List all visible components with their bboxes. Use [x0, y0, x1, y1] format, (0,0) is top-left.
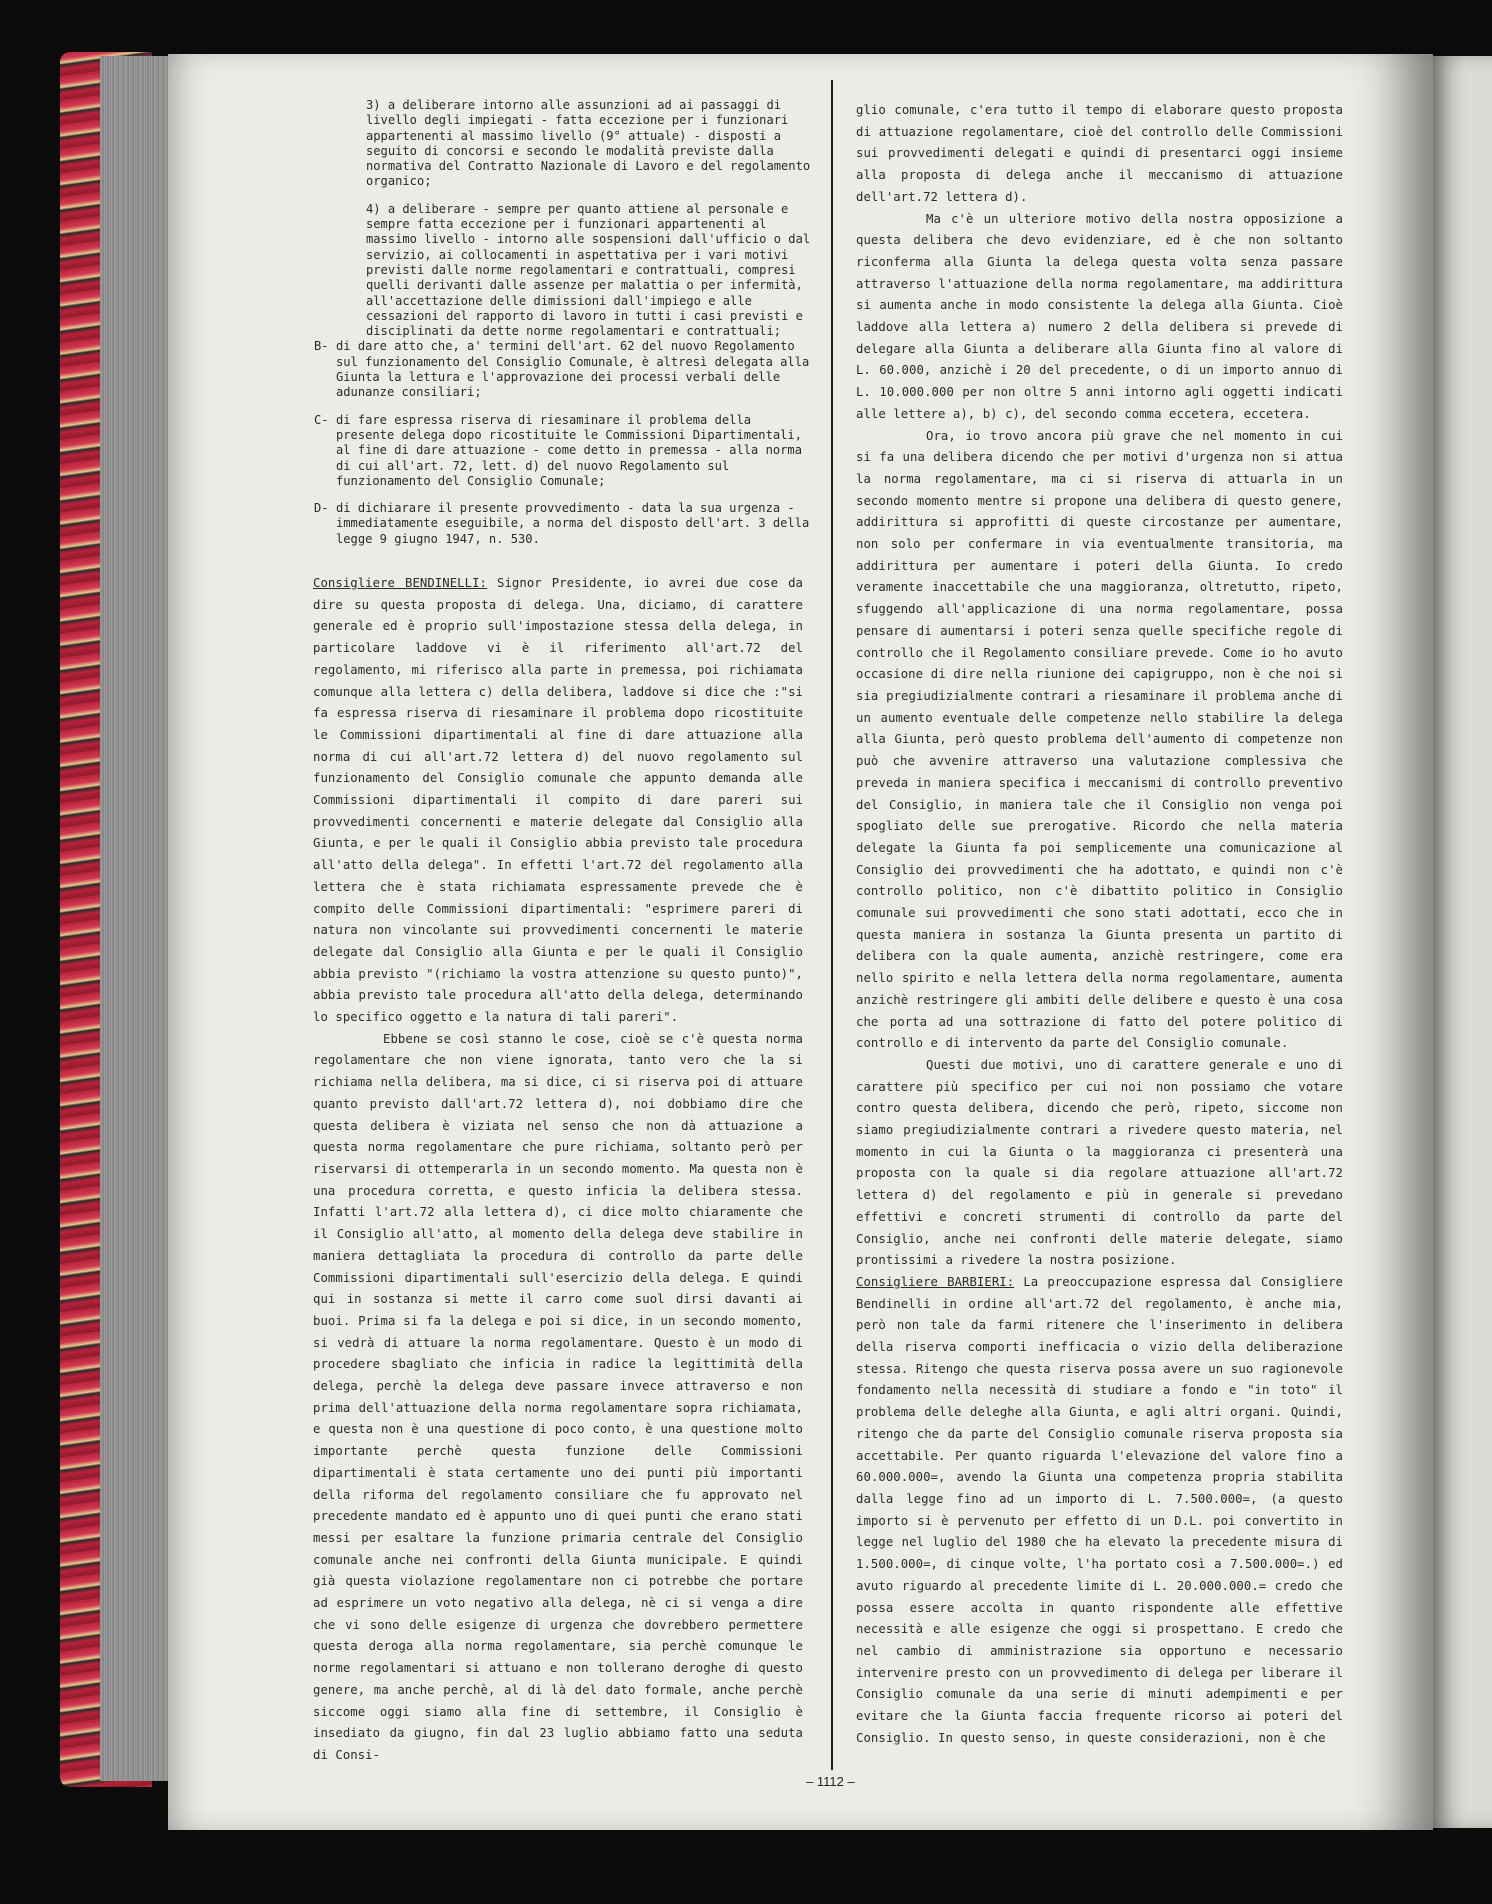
item-d-key: D-	[314, 501, 329, 516]
item-b-text: di dare atto che, a' termini dell'art. 62 del nuovo Regolamento sul funzionamento del Consiglio Comunale, è altresì delegata alla Giunta la lettura e l'approvazione dei processi verbali delle adunanze consiliari;	[336, 339, 810, 400]
bendinelli-paragraph-1	[313, 573, 803, 1029]
bendinelli-paragraph-2: Ebbene se così stanno le cose, cioè se c'è questa norma regolamentare che non viene ignorata, tanto vero che la si richiama nella delibera, ma si dice, ci si riserva poi di attuare quanto previsto dall'art.72 lettera d), noi dobbiamo dire che questa delibera è viziata nel senso che non dà attuazione a questa norma regolamentare che pure richiama, soltanto però per riservarsi di ottemperarla in un secondo momento. Ma questa non è una procedura corretta, e questo inficia la delibera stessa. Infatti l'art.72 alla lettera d), ci dice molto chiaramente che il Consiglio all'atto, al momento della delega deve stabilire in maniera dettagliata la procedura di controllo da parte delle Commissioni dipartimentali sull'esercizio della delega. E quindi qui in sostanza si mette il carro come suol dirsi davanti ai buoi. Prima si fa la delega e poi si dice, in un secondo momento, si vedrà di attuare la norma regolamentare. Questo è un modo di procedere sbagliato che inficia in radice la legittimità della delega, perchè la delega deve passare invece attraverso e non prima dell'attuazione della norma regolamentare sopra richiamata, e questa non è una questione di poco conto, è una questione molto importante perchè questa funzione delle Commissioni dipartimentali è stata certamente uno dei punti più importanti della riforma del regolamento consiliare che fu approvato nel precedente mandato ed è appunto uno di quei punti che erano stati messi per esaltare la funzione primaria centrale del Consiglio comunale anche nei confronti della Giunta municipale. E quindi già questa violazione regolamentare non ci potrebbe che portare ad esprimere un voto negativo alla delega, nè ci si venga a dire che vi sono delle esigenze di urgenza che dovrebbero permettere questa deroga alla norma regolamentare, sia perchè comunque le norme regolamentari si attuano e non tollerano deroghe di questo genere, ma anche perchè, al di là del dato formale, anche perchè siccome oggi siamo alla fine di settembre, il Consiglio è insediato da giugno, fin dal 23 luglio abbiamo fatto una seduta di Consi-	[313, 1031, 803, 1762]
right-paragraph-2: Ma c'è un ulteriore motivo della nostra opposizione a questa delibera che devo evidenziare, ed è che non soltanto riconferma alla Giunta la delega questa volta senza passare attraverso l'attuazione della norma regolamentare, ma addirittura si aumenta anche in modo consistente la delega alla Giunta. Cioè laddove alla lettera a) numero 2 della delibera si prevede di delegare alla Giunta a deliberare alla Giunta fino al valore di L. 60.000, anzichè i 20 del precedente, o di un importo annuo di L. 10.000.000 per non oltre 5 anni intorno agli oggetti indicati alle lettere a), b) c), del secondo comma eccetera, eccetera.	[856, 211, 1343, 421]
bendinelli-text-1: Signor Presidente, io avrei due cose da dire su questa proposta di delega. Una, diciamo, di carattere generale ed è proprio sull'impostazione stessa della delega, in particolare laddove vi è il riferimento all'art.72 del regolamento, mi riferisco alla parte in premessa, poi richiamata comunque alla lettera c) della delibera, laddove si dice che :"si fa espressa riserva di riesaminare il problema dopo ricostituite le Commissioni dipartimentali al fine di dare attuazione alla norma di cui all'art.72 lettera d) del nuovo regolamento sul funzionamento del Consiglio comunale che appunto demanda alle Commissioni dipartimentali il compito di dare pareri sui provvedimenti concernenti e materie delegate dal Consiglio alla Giunta, e per le quali il Consiglio abbia previsto tale procedura all'atto della delega". In effetti l'art.72 del regolamento alla lettera che è stata richiamata espressamente prevede che è compito delle Commissioni dipartimentali: "esprimere pareri di natura non vincolante sui provvedimenti concernenti le materie delegate dal Consiglio alla Giunta e per le quali il Consiglio abbia previsto "(richiamo la vostra attenzione su questo punto)", abbia previsto tale procedura all'atto della delega, determinando lo specifico oggetto e la natura di tali pareri".	[313, 576, 803, 1025]
item-c	[314, 413, 816, 489]
right-paragraph-3: Ora, io trovo ancora più grave che nel momento in cui si fa una delibera dicendo che per motivi d'urgenza non si attua la norma regolamentare, ma ci si riserva di attuarla in un secondo momento mentre si propone una delibera di questo genere, addirittura si approfitti di queste circostanze per aumentare, non solo per confermare in via eventualmente transitoria, ma addirittura per aumentare i poteri della Giunta. Io credo veramente inaccettabile che una maggioranza, oltretutto, ripeto, sfuggendo all'applicazione di una norma regolamentare, possa pensare di aumentarsi i poteri senza quelle specifiche regole di controllo che il Regolamento consiliare prevede. Come io ho avuto occasione di dire nella riunione dei capigruppo, non è che noi si sia pregiudizialmente contrari a riesaminare il problema anche di un aumento eventuale delle competenze nello stabilire la delega alla Giunta, però questo problema dell'aumento di competenze non può che avvenire attraverso una valutazione complessiva che preveda in maniera specifica i meccanismi di controllo preventivo del Consiglio, in maniera tale che il Consiglio non venga poi spogliato delle sue prerogative. Ricordo che nella materia delegate la Giunta fa poi semplicemente una comunicazione al Consiglio dei provvedimenti che ha adottato, e quindi non c'è controllo politico, non c'è dibattito politico in Consiglio comunale sui provvedimenti che sono stati adottati, ecco che in questa maniera in sostanza la Giunta presenta un partito di delibera con la quale aumenta, anzichè restringere, come era nello spirito e nella lettera della norma regolamentare, aumenta anzichè restringere gli ambiti delle delibere e questo è una cosa che porta ad una sottrazione di fatto del potere politico di controllo e di intervento da parte del Consiglio comunale.	[856, 428, 1343, 1051]
item-b-key: B-	[314, 339, 329, 354]
speaker-barbieri: Consigliere BARBIERI:	[856, 1274, 1015, 1289]
barbieri-text: La preoccupazione espressa dal Consigliere Bendinelli in ordine all'art.72 del regolamento, è anche mia, però non tale da farmi ritenere che l'inserimento in delibera della riserva comporti inefficacia o vizio della deliberazione stessa. Ritengo che questa riserva possa avere un suo ragionevole fondamento nella necessità di studiare a fondo e "in toto" il problema delle deleghe alla Giunta, e agli altri organi. Quindi, ritengo che da parte del Consiglio comunale riserva proposta sia accettabile. Per quanto riguarda l'elevazione del valore fino a 60.000.000=, avendo la Giunta una competenza propria stabilita dalla legge fino ad un importo di L. 7.500.000=, (a questo importo si è pervenuto per effetto di un D.L. poi convertito in legge nel luglio del 1980 che ha elevato la precedente misura di 1.500.000=, di cinque volte, l'ha portato così a 7.500.000=.) ed avuto riguardo al precedente limite di L. 20.000.000.= credo che possa essere accolta in quanto rispondente alle effettive necessità e alle esigenze che oggi si prospettano. E credo che nel cambio di amministrazione sia opportuno e necessario intervenire presto con un provvedimento di delega per liberare il Consiglio comunale da una serie di minuti adempimenti e per evitare che la Giunta faccia frequente ricorso ai poteri del Consiglio. In questo senso, in queste considerazioni, non è che	[856, 1274, 1343, 1745]
item-b	[314, 339, 816, 400]
page-number: – 1112 –	[806, 1774, 855, 1789]
column-divider	[831, 80, 833, 1770]
left-column	[313, 573, 803, 1767]
item-c-key: C-	[314, 412, 329, 427]
item-d	[314, 501, 816, 547]
barbieri-paragraph	[856, 1272, 1343, 1749]
facing-page-edge	[1433, 56, 1492, 1828]
speaker-bendinelli: Consigliere BENDINELLI:	[313, 576, 487, 590]
page-edges	[100, 56, 170, 1781]
right-paragraph-1: glio comunale, c'era tutto il tempo di elaborare questo proposta di attuazione regolamentare, cioè del controllo delle Commissioni sui provvedimenti delegati e quindi di presentarci oggi insieme alla proposta di delega anche il meccanismo di attuazione dell'art.72 lettera d).	[856, 103, 1343, 204]
deliberation-items	[314, 98, 816, 547]
item-4: 4) a deliberare - sempre per quanto attiene al personale e sempre fatta eccezione per i funzionari appartenenti al massimo livello - intorno alle sospensioni dall'ufficio o dal servizio, ai collocamenti in aspettativa per i vari motivi previsti dalle norme regolamentari e contrattuali, compresi quelli derivanti dalle assenze per malattia o per infermità, all'accettazione delle dimissioni dall'impiego e alle cessazioni del rapporto di lavoro in tutti i casi previsti e disciplinati da dette norme regolamentari e contrattuali;	[366, 201, 811, 339]
item-c-text: di fare espressa riserva di riesaminare il problema della presente delega dopo ricostituite le Commissioni Dipartimentali, al fine di dare attuazione - come detto in premessa - alla norma di cui all'art. 72, lett. d) del nuovo Regolamento sul funzionamento del Consiglio Comunale;	[336, 412, 802, 488]
item-d-text: di dichiarare il presente provvedimento - data la sua urgenza - immediatamente eseguibile, a norma del disposto dell'art. 3 della legge 9 giugno 1947, n. 530.	[336, 501, 810, 546]
right-column	[856, 100, 1343, 1749]
item-3: 3) a deliberare intorno alle assunzioni ad ai passaggi di livello degli impiegati - fatta eccezione per i funzionari appartenenti al massimo livello (9° attuale) - disposti a seguito di concorsi e secondo le modalità previste dalla normativa del Contratto Nazionale di Lavoro e del regolamento organico;	[366, 98, 811, 189]
right-paragraph-4: Questi due motivi, uno di carattere generale e uno di carattere più specifico per cui noi non possiamo che votare contro questa delibera, dicendo che però, ripeto, siccome non siamo pregiudizialmente contrari a rivedere questo materia, nel momento in cui la Giunta o la maggioranza ci presenterà una proposta con la quale si dia regolare attuazione all'art.72 lettera d) del regolamento e più in generale si prevedano effettivi e concreti strumenti di controllo da parte del Consiglio, anche nei confronti delle materie delegate, siamo prontissimi a rivedere la nostra posizione.	[856, 1057, 1343, 1268]
